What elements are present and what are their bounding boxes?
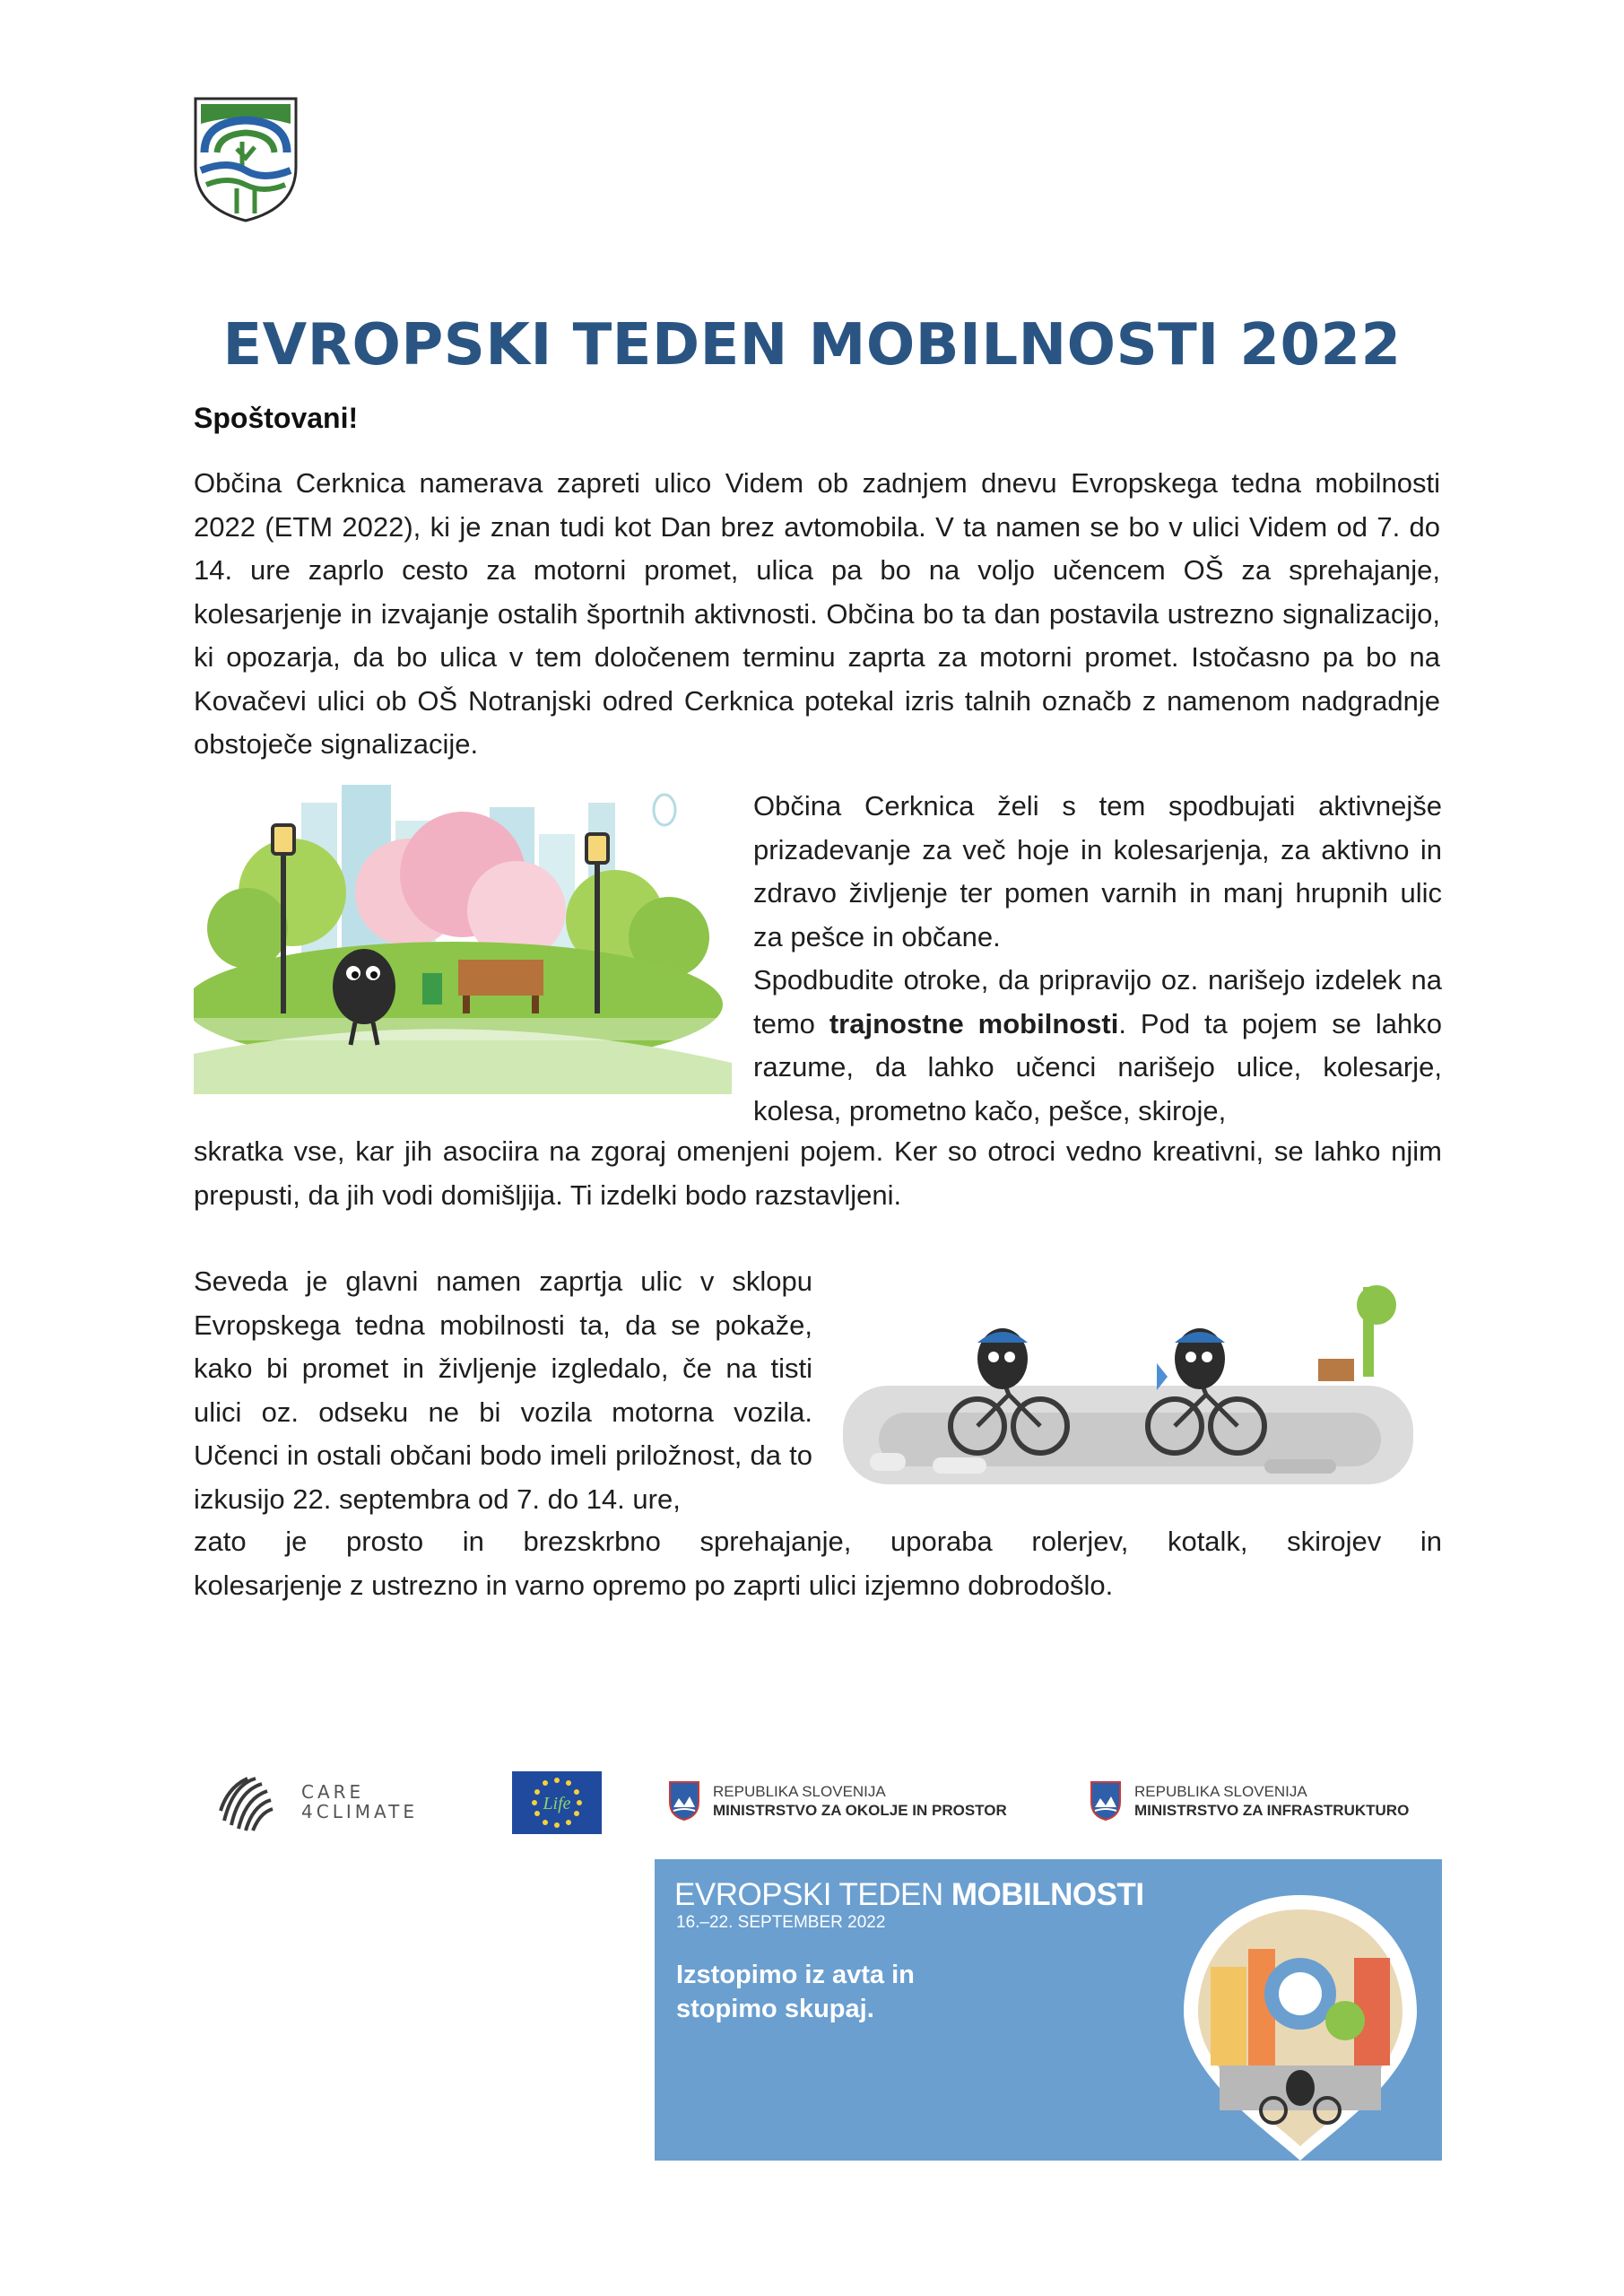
paragraph-encouragement-b-pre: Spodbudite otroke, da pripravijo oz. narišejo izdelek na temo	[753, 964, 1442, 1039]
cyclists-illustration	[843, 1269, 1413, 1502]
park-illustration	[194, 785, 732, 1094]
banner-title-light: EVROPSKI TEDEN	[674, 1877, 951, 1912]
ministry-infrastructure-logo	[1090, 1780, 1409, 1822]
fingerprint-icon	[215, 1771, 278, 1834]
eu-life-text: Life	[543, 1794, 571, 1813]
paragraph-intro: Občina Cerknica namerava zapreti ulico Videm ob zadnjem dnevu Evropskega tedna mobilnosti 2022 (ETM 2022), ki je znan tudi kot Dan brez avtomobila. V ta namen se bo v ulici Videm od 7. do 14. ure zaprlo cesto za motorni promet, ulica pa bo na voljo učencem OŠ za sprehajanje, kolesarjenje in izvajanje ostalih športnih aktivnosti. Občina bo ta dan postavila ustrezno signalizacijo, ki opozarja, da bo ulica v tem določenem terminu zaprta za motorni promet. Istočasno pa bo na Kovačevi ulici ob OŠ Notranjski odred Cerknica potekal izris talnih označb z namenom nadgradnje obstoječe signalizacije.	[194, 467, 1440, 760]
paragraph-activities-line1: zato je prosto in brezskrbno sprehajanje, uporaba rolerjev, kotalk, skirojev in	[194, 1526, 1442, 1557]
slovenia-coat-of-arms-icon	[668, 1780, 700, 1822]
banner-slogan-line1: Izstopimo iz avta in	[676, 1961, 915, 1989]
paragraph-activities-line2: kolesarjenje z ustrezno in varno opremo po zaprti ulici izjemno dobrodošlo.	[194, 1569, 1114, 1601]
page-title: EVROPSKI TEDEN MOBILNOSTI 2022	[222, 312, 1402, 378]
ministry-environment-logo	[668, 1780, 1007, 1822]
paragraph-encouragement-a: Občina Cerknica želi s tem spodbujati aktivnejše prizadevanje za več hoje in kolesarjenja, za aktivno in zdravo življenje ter pomen varnih in manj hrupnih ulic za pešce in občane.	[753, 790, 1442, 952]
banner-title-bold: MOBILNOSTI	[951, 1877, 1144, 1912]
banner-title	[674, 1877, 1144, 1913]
campaign-banner	[655, 1859, 1442, 2161]
paragraph-activities	[194, 1520, 1442, 1607]
location-pin-illustration	[1166, 1886, 1435, 2161]
paragraph-encouragement	[753, 785, 1442, 1133]
paragraph-encouragement-b-post: . Pod ta pojem se lahko razume, da lahko učenci narišejo ulice, kolesarje, kolesa, prometno kačo, pešce, skiroje,	[753, 1007, 1442, 1126]
banner-slogan-line2: stopimo skupaj.	[676, 1995, 874, 2023]
ministry2-line1: REPUBLIKA SLOVENIJA	[1134, 1783, 1307, 1800]
banner-slogan	[676, 1958, 915, 2026]
eu-life-logo	[512, 1771, 602, 1834]
care-line2: 4CLIMATE	[301, 1801, 418, 1822]
banner-dates: 16.–22. SEPTEMBER 2022	[676, 1913, 886, 1932]
ministry2-line2: MINISTRSTVO ZA INFRASTRUKTURO	[1134, 1802, 1410, 1819]
slovenia-coat-of-arms-icon	[1090, 1780, 1122, 1822]
care-line1: CARE	[301, 1781, 365, 1803]
paragraph-purpose: Seveda je glavni namen zaprtja ulic v sklopu Evropskega tedna mobilnosti ta, da se pokaže, kako bi promet in življenje izgledalo, če na tisti ulici oz. odseku ne bi vozila motorna vozila. Učenci in ostali občani bodo imeli priložnost, da to izkusijo 22. septembra od 7. do 14. ure,	[194, 1265, 812, 1515]
ministry1-line1: REPUBLIKA SLOVENIJA	[713, 1783, 886, 1800]
paragraph-encouragement-continued: skratka vse, kar jih asociira na zgoraj omenjeni pojem. Ker so otroci vedno kreativni, se lahko njim prepusti, da jih vodi domišljija. Ti izdelki bodo razstavljeni.	[194, 1135, 1442, 1211]
care4climate-logo	[215, 1771, 457, 1834]
greeting: Spoštovani!	[194, 402, 359, 434]
municipality-crest-icon	[192, 95, 300, 224]
keyword-sustainable-mobility: trajnostne mobilnosti	[829, 1007, 1119, 1039]
ministry1-line2: MINISTRSTVO ZA OKOLJE IN PROSTOR	[713, 1802, 1007, 1819]
